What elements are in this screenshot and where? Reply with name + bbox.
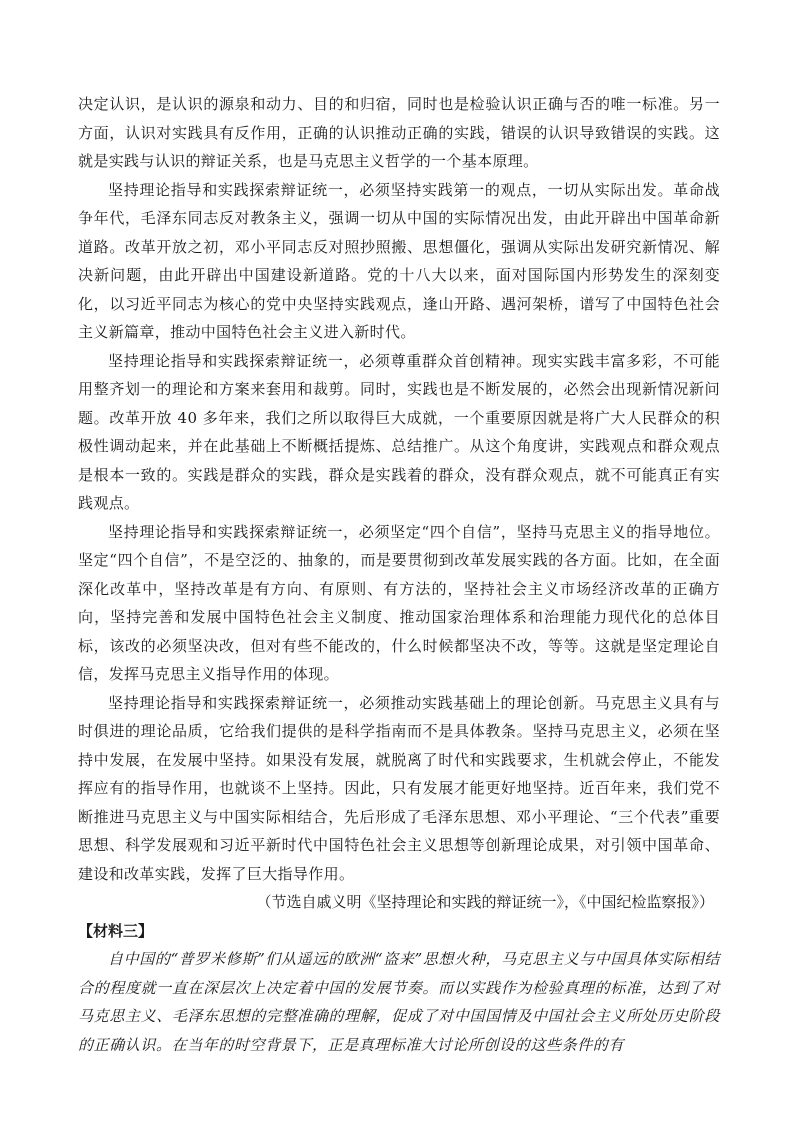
paragraph-practice-first: 坚持理论指导和实践探索辩证统一，必须坚持实践第一的观点，一切从实际出发。革命战争年代，毛泽东同志反对教条主义，强调一切从中国的实际情况出发，由此开辟出中国革命新道路。改革开放之初，邓小平同志反对照抄照搬、思想僵化，强调从实际出发研究新情况、解决新问题，由此开辟出中国建设新道路。党的十八大以来，面对国际国内形势发生的深刻变化，以习近平同志为核心的党中央坚持实践观点，逢山开路、遇河架桥，谱写了中国特色社会主义新篇章，推动中国特色社会主义进入新时代。 bbox=[78, 180, 720, 341]
section-heading-material-three: 【材料三】 bbox=[78, 921, 154, 940]
paragraph-theory-innovation: 坚持理论指导和实践探索辩证统一，必须推动实践基础上的理论创新。马克思主义具有与时俱进的理论品质，它给我们提供的是科学指南而不是具体教条。坚持马克思主义，必须在坚持中发展，在发展中坚持。如果没有发展，就脱离了时代和实践要求，生机就会停止，不能发挥应有的指导作用，也就谈不上坚持。因此，只有发展才能更好地坚持。近百年来，我们党不断推进马克思主义与中国实际相结合，先后形成了毛泽东思想、邓小平理论、“三个代表”重要思想、科学发展观和习近平新时代中国特色社会主义思想等创新理论成果，对引领中国革命、建设和改革实践，发挥了巨大指导作用。 bbox=[78, 693, 720, 883]
paragraph-material-three: 自中国的“普罗米修斯”们从遥远的欧洲“盗来”思想火种，马克思主义与中国具体实际相结合的程度就一直在深层次上决定着中国的发展节奏。而以实践作为检验真理的标准，达到了对马克思主义、毛泽东思想的完整准确的理解，促成了对中国国情及中国社会主义所处历史阶段的正确认识。在当年的时空背景下，正是真理标准大讨论所创设的这些条件的有 bbox=[78, 950, 720, 1054]
source-citation: （节选自戚义明《坚持理论和实践的辩证统一》，《中国纪检监察报》） bbox=[256, 893, 714, 911]
document-page bbox=[78, 90, 720, 1059]
paragraph-respect-masses: 坚持理论指导和实践探索辩证统一，必须尊重群众首创精神。现实实践丰富多彩，不可能用整齐划一的理论和方案来套用和裁剪。同时，实践也是不断发展的，必然会出现新情况新问题。改革开放 40 多年来，我们之所以取得巨大成就，一个重要原因就是将广大人民群众的积极性调动起来，并在此基础上不断概括提炼、总结推广。从这个角度讲，实践观点和群众观点是根本一致的。实践是群众的实践，群众是实践着的群众，没有群众观点，就不可能真正有实践观点。 bbox=[78, 351, 720, 512]
paragraph-practice-cognition: 决定认识，是认识的源泉和动力、目的和归宿，同时也是检验认识正确与否的唯一标准。另一方面，认识对实践具有反作用，正确的认识推动正确的实践，错误的认识导致错误的实践。这就是实践与认识的辩证关系，也是马克思主义哲学的一个基本原理。 bbox=[78, 95, 720, 170]
paragraph-four-confidences: 坚持理论指导和实践探索辩证统一，必须坚定“四个自信”，坚持马克思主义的指导地位。坚定“四个自信”，不是空泛的、抽象的，而是要贯彻到改革发展实践的各方面。比如，在全面深化改革中，坚持改革是有方向、有原则、有方法的，坚持社会主义市场经济改革的正确方向，坚持完善和发展中国特色社会主义制度、推动国家治理体系和治理能力现代化的总体目标，该改的必须坚决改，但对有些不能改的，什么时候都坚决不改，等等。这就是坚定理论自信，发挥马克思主义指导作用的体现。 bbox=[78, 522, 720, 683]
